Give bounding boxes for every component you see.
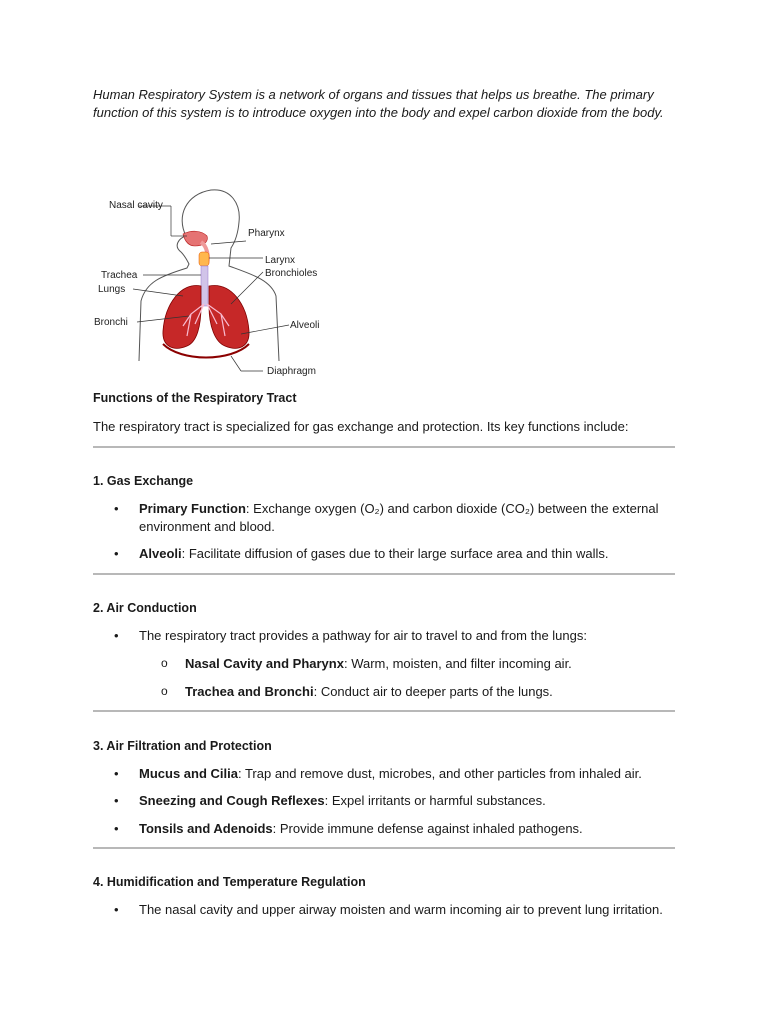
label-trachea: Trachea [101,270,138,281]
label-diaphragm: Diaphragm [267,366,316,377]
label-bronchioles: Bronchioles [265,268,318,279]
list-item [139,901,679,919]
item-term: Alveoli [139,546,182,561]
functions-intro: The respiratory tract is specialized for gas exchange and protection. Its key functions include: [93,419,629,434]
divider [93,710,675,712]
sub-list-item [185,655,685,673]
item-term: Mucus and Cilia [139,766,238,781]
section-title-gas-exchange: 1. Gas Exchange [93,474,194,488]
item-term: Primary Function [139,501,246,516]
section-title-air-filtration: 3. Air Filtration and Protection [93,739,272,753]
label-larynx: Larynx [265,255,296,266]
label-lungs: Lungs [98,284,126,295]
respiratory-system-diagram [91,186,331,382]
intro-paragraph: Human Respiratory System is a network of organs and tissues that helps us breathe. The primary function of this system is to introduce oxygen into the body and expel carbon dioxide from the body. [93,87,664,120]
item-text: The respiratory tract provides a pathway for air to travel to and from the lungs: [139,628,587,643]
item-text: : Trap and remove dust, microbes, and other particles from inhaled air. [237,766,642,781]
list-item [139,820,679,838]
item-term: Trachea and Bronchi [185,684,314,699]
item-term: Tonsils and Adenoids [139,821,273,836]
divider [93,573,675,575]
label-nasal-cavity: Nasal cavity [109,200,163,211]
divider [93,847,675,849]
item-text: The nasal cavity and upper airway moisten and warm incoming air to prevent lung irritation. [139,902,663,917]
label-pharynx: Pharynx [248,228,285,239]
list-item [139,545,679,563]
item-text: : Expel irritants or harmful substances. [324,793,546,808]
section-title-humidification: 4. Humidification and Temperature Regulation [93,875,366,889]
item-text: : Facilitate diffusion of gases due to their large surface area and thin walls. [181,546,609,561]
item-term: Nasal Cavity and Pharynx [185,656,344,671]
item-term: Sneezing and Cough Reflexes [139,793,325,808]
label-alveoli: Alveoli [290,320,320,331]
section-title-air-conduction: 2. Air Conduction [93,601,197,615]
item-text: : Provide immune defense against inhaled pathogens. [272,821,583,836]
item-text: : Warm, moisten, and filter incoming air. [343,656,572,671]
item-text: : Exchange oxygen (O₂) and carbon dioxide (CO₂) between the external environment and blood. [139,501,659,534]
list-item [139,765,679,783]
list-item [139,792,679,810]
item-text: : Conduct air to deeper parts of the lungs. [313,684,553,699]
sub-list-item [185,683,685,701]
divider [93,446,675,448]
list-item [139,500,679,536]
label-bronchi: Bronchi [94,317,128,328]
list-item [139,627,679,645]
functions-heading: Functions of the Respiratory Tract [93,391,297,405]
